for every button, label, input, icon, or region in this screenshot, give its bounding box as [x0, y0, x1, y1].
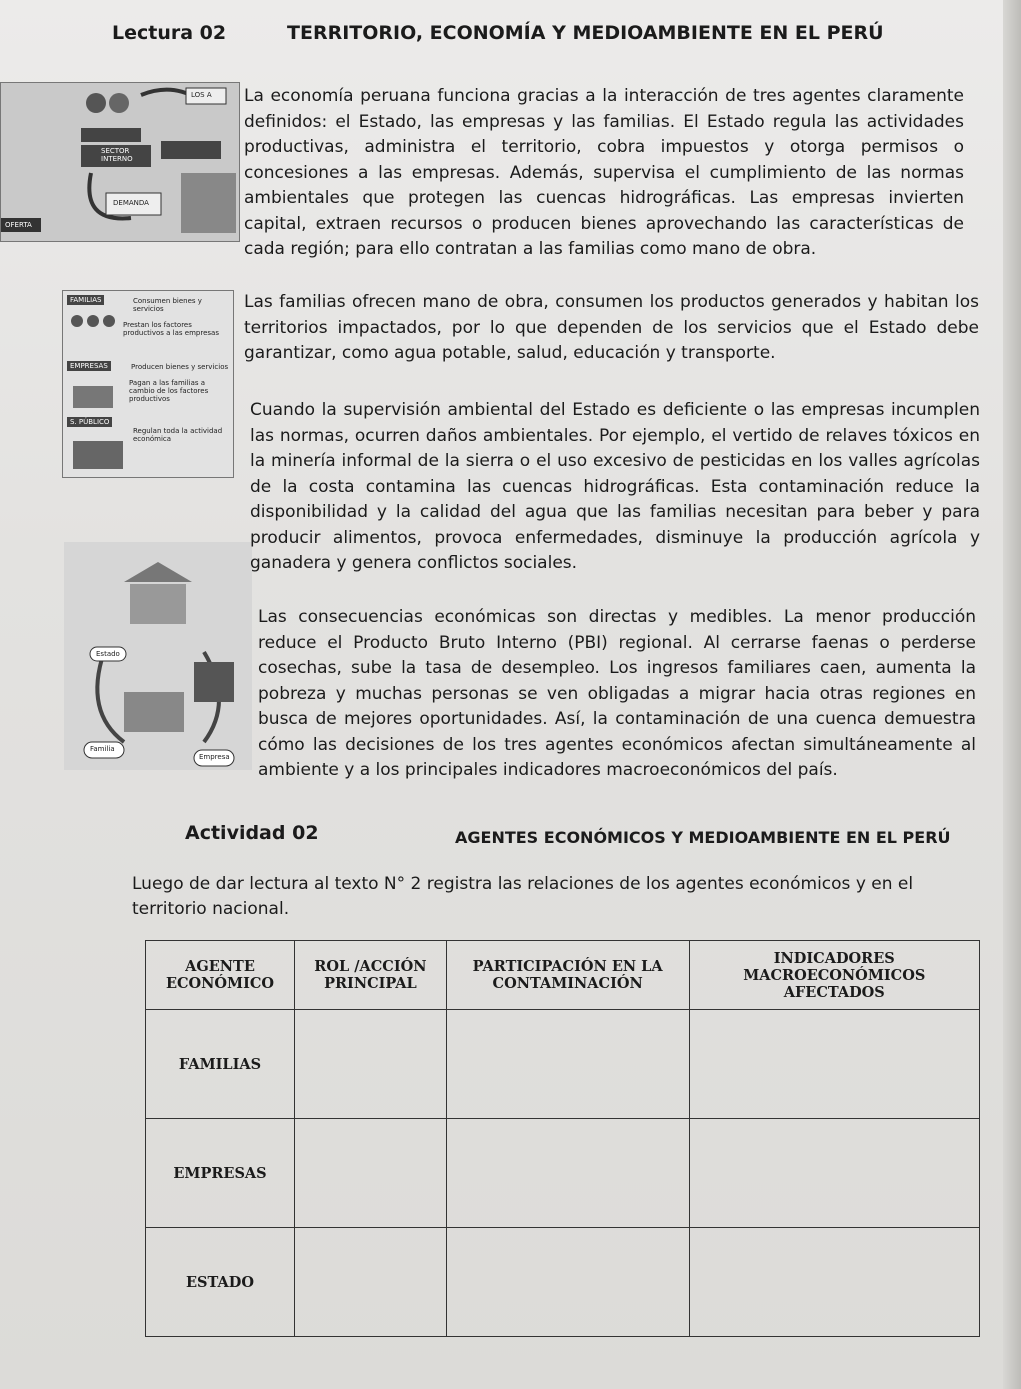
fig2-label: EMPRESAS — [67, 361, 111, 371]
header-agent: AGENTE ECONÓMICO — [146, 941, 295, 1010]
activity-instruction: Luego de dar lectura al texto N° 2 registra las relaciones de los agentes económicos y en el territorio nacional. — [132, 874, 914, 919]
fig1-label: DEMANDA — [113, 199, 149, 207]
fig1-label: OFERTA — [5, 221, 32, 229]
reading-label: Lectura 02 — [112, 22, 227, 44]
header-indicators: INDICADORES MACROECONÓMICOS AFECTADOS — [689, 941, 980, 1010]
circular-flow-illustration — [0, 82, 240, 242]
reading-header — [112, 22, 884, 44]
answer-cell[interactable] — [446, 1010, 689, 1119]
answer-cell[interactable] — [295, 1010, 447, 1119]
fig3-label: Empresa — [199, 753, 230, 761]
fig2-label: Prestan los factores productivos a las empresas — [123, 321, 219, 337]
fig2-label: S. PÚBLICO — [67, 417, 112, 427]
agents-summary-figure — [62, 290, 234, 478]
fig3-label: Estado — [96, 650, 120, 658]
answer-cell[interactable] — [446, 1228, 689, 1337]
table-header-row — [146, 941, 980, 1010]
table-row — [146, 1119, 980, 1228]
answer-cell[interactable] — [446, 1119, 689, 1228]
activity-title: AGENTES ECONÓMICOS Y MEDIOAMBIENTE EN EL PERÚ — [455, 828, 951, 847]
header-contamination: PARTICIPACIÓN EN LA CONTAMINACIÓN — [446, 941, 689, 1010]
fig1-label: LOS A — [191, 91, 212, 99]
answer-cell[interactable] — [689, 1010, 980, 1119]
fig2-label: Producen bienes y servicios — [131, 363, 229, 371]
activity-label: Actividad 02 — [185, 822, 319, 844]
economic-cycle-drawing — [64, 542, 252, 770]
fig2-label: Pagan a las familias a cambio de los factores productivos — [129, 379, 209, 403]
table-row — [146, 1228, 980, 1337]
reading-paragraph-4: Las consecuencias económicas son directas y medibles. La menor producción reduce el Producto Bruto Interno (PBI) regional. Al cerrarse faenas o perderse cosechas, sube la tasa de desempleo. Los ingresos familiares caen, aumenta la pobreza y muchas personas se ven obligadas a migrar hacia otras regiones en busca de mejores oportunidades. Así, la contaminación de una cuenca demuestra cómo las decisiones de los tres agentes económicos afectan simultáneamente al ambiente y a los principales indicadores macroeconómicos del país. — [258, 607, 976, 780]
fig2-label: FAMILIAS — [67, 295, 104, 305]
reading-paragraph-3: Cuando la supervisión ambiental del Estado es deficiente o las empresas incumplen las normas, ocurren daños ambientales. Por ejemplo, el vertido de relaves tóxicos en la minería informal de la sierra o el uso excesivo de pesticidas en los valles agrícolas de la costa contamina las cuencas hidrográficas. Esta contaminación reduce la disponibilidad y la calidad del agua que las familias necesitan para beber y para producir alimentos, provoca enfermedades, disminuye la producción agrícola y ganadera y genera conflictos sociales. — [250, 400, 980, 573]
agents-table — [145, 940, 980, 1337]
answer-cell[interactable] — [295, 1228, 447, 1337]
header-role: ROL /ACCIÓN PRINCIPAL — [295, 941, 447, 1010]
agents-icons — [63, 291, 233, 477]
page-edge — [1003, 0, 1021, 1389]
agent-companies: EMPRESAS — [146, 1119, 295, 1228]
fig2-label: Consumen bienes y servicios — [133, 297, 202, 313]
economic-cycle-illustration — [64, 542, 252, 770]
answer-cell[interactable] — [295, 1119, 447, 1228]
reading-title: TERRITORIO, ECONOMÍA Y MEDIOAMBIENTE EN EL PERÚ — [287, 22, 884, 44]
fig1-label: SECTOR — [101, 147, 130, 155]
reading-paragraph-2: Las familias ofrecen mano de obra, consumen los productos generados y habitan los territorios impactados, por lo que dependen de los servicios que el Estado debe garantizar, como agua potable, salud, educación y transporte. — [244, 292, 979, 363]
answer-cell[interactable] — [689, 1228, 980, 1337]
fig3-label: Familia — [90, 745, 115, 753]
answer-cell[interactable] — [689, 1119, 980, 1228]
table-row — [146, 1010, 980, 1119]
agent-families: FAMILIAS — [146, 1010, 295, 1119]
fig2-label: Regulan toda la actividad económica — [133, 427, 223, 443]
reading-paragraph-1: La economía peruana funciona gracias a la interacción de tres agentes claramente definidos: el Estado, las empresas y las familias. El Estado regula las actividades productivas, administra el territorio, cobra impuestos y otorga permisos o concesiones a las empresas. Además, supervisa el cumplimiento de las normas ambientales que protegen las cuencas hidrográficas. Las empresas invierten capital, extraen recursos o producen bienes aprovechando las características de cada región; para ello contratan a las familias como mano de obra. — [244, 86, 964, 259]
agent-state: ESTADO — [146, 1228, 295, 1337]
fig1-label: INTERNO — [101, 155, 133, 163]
